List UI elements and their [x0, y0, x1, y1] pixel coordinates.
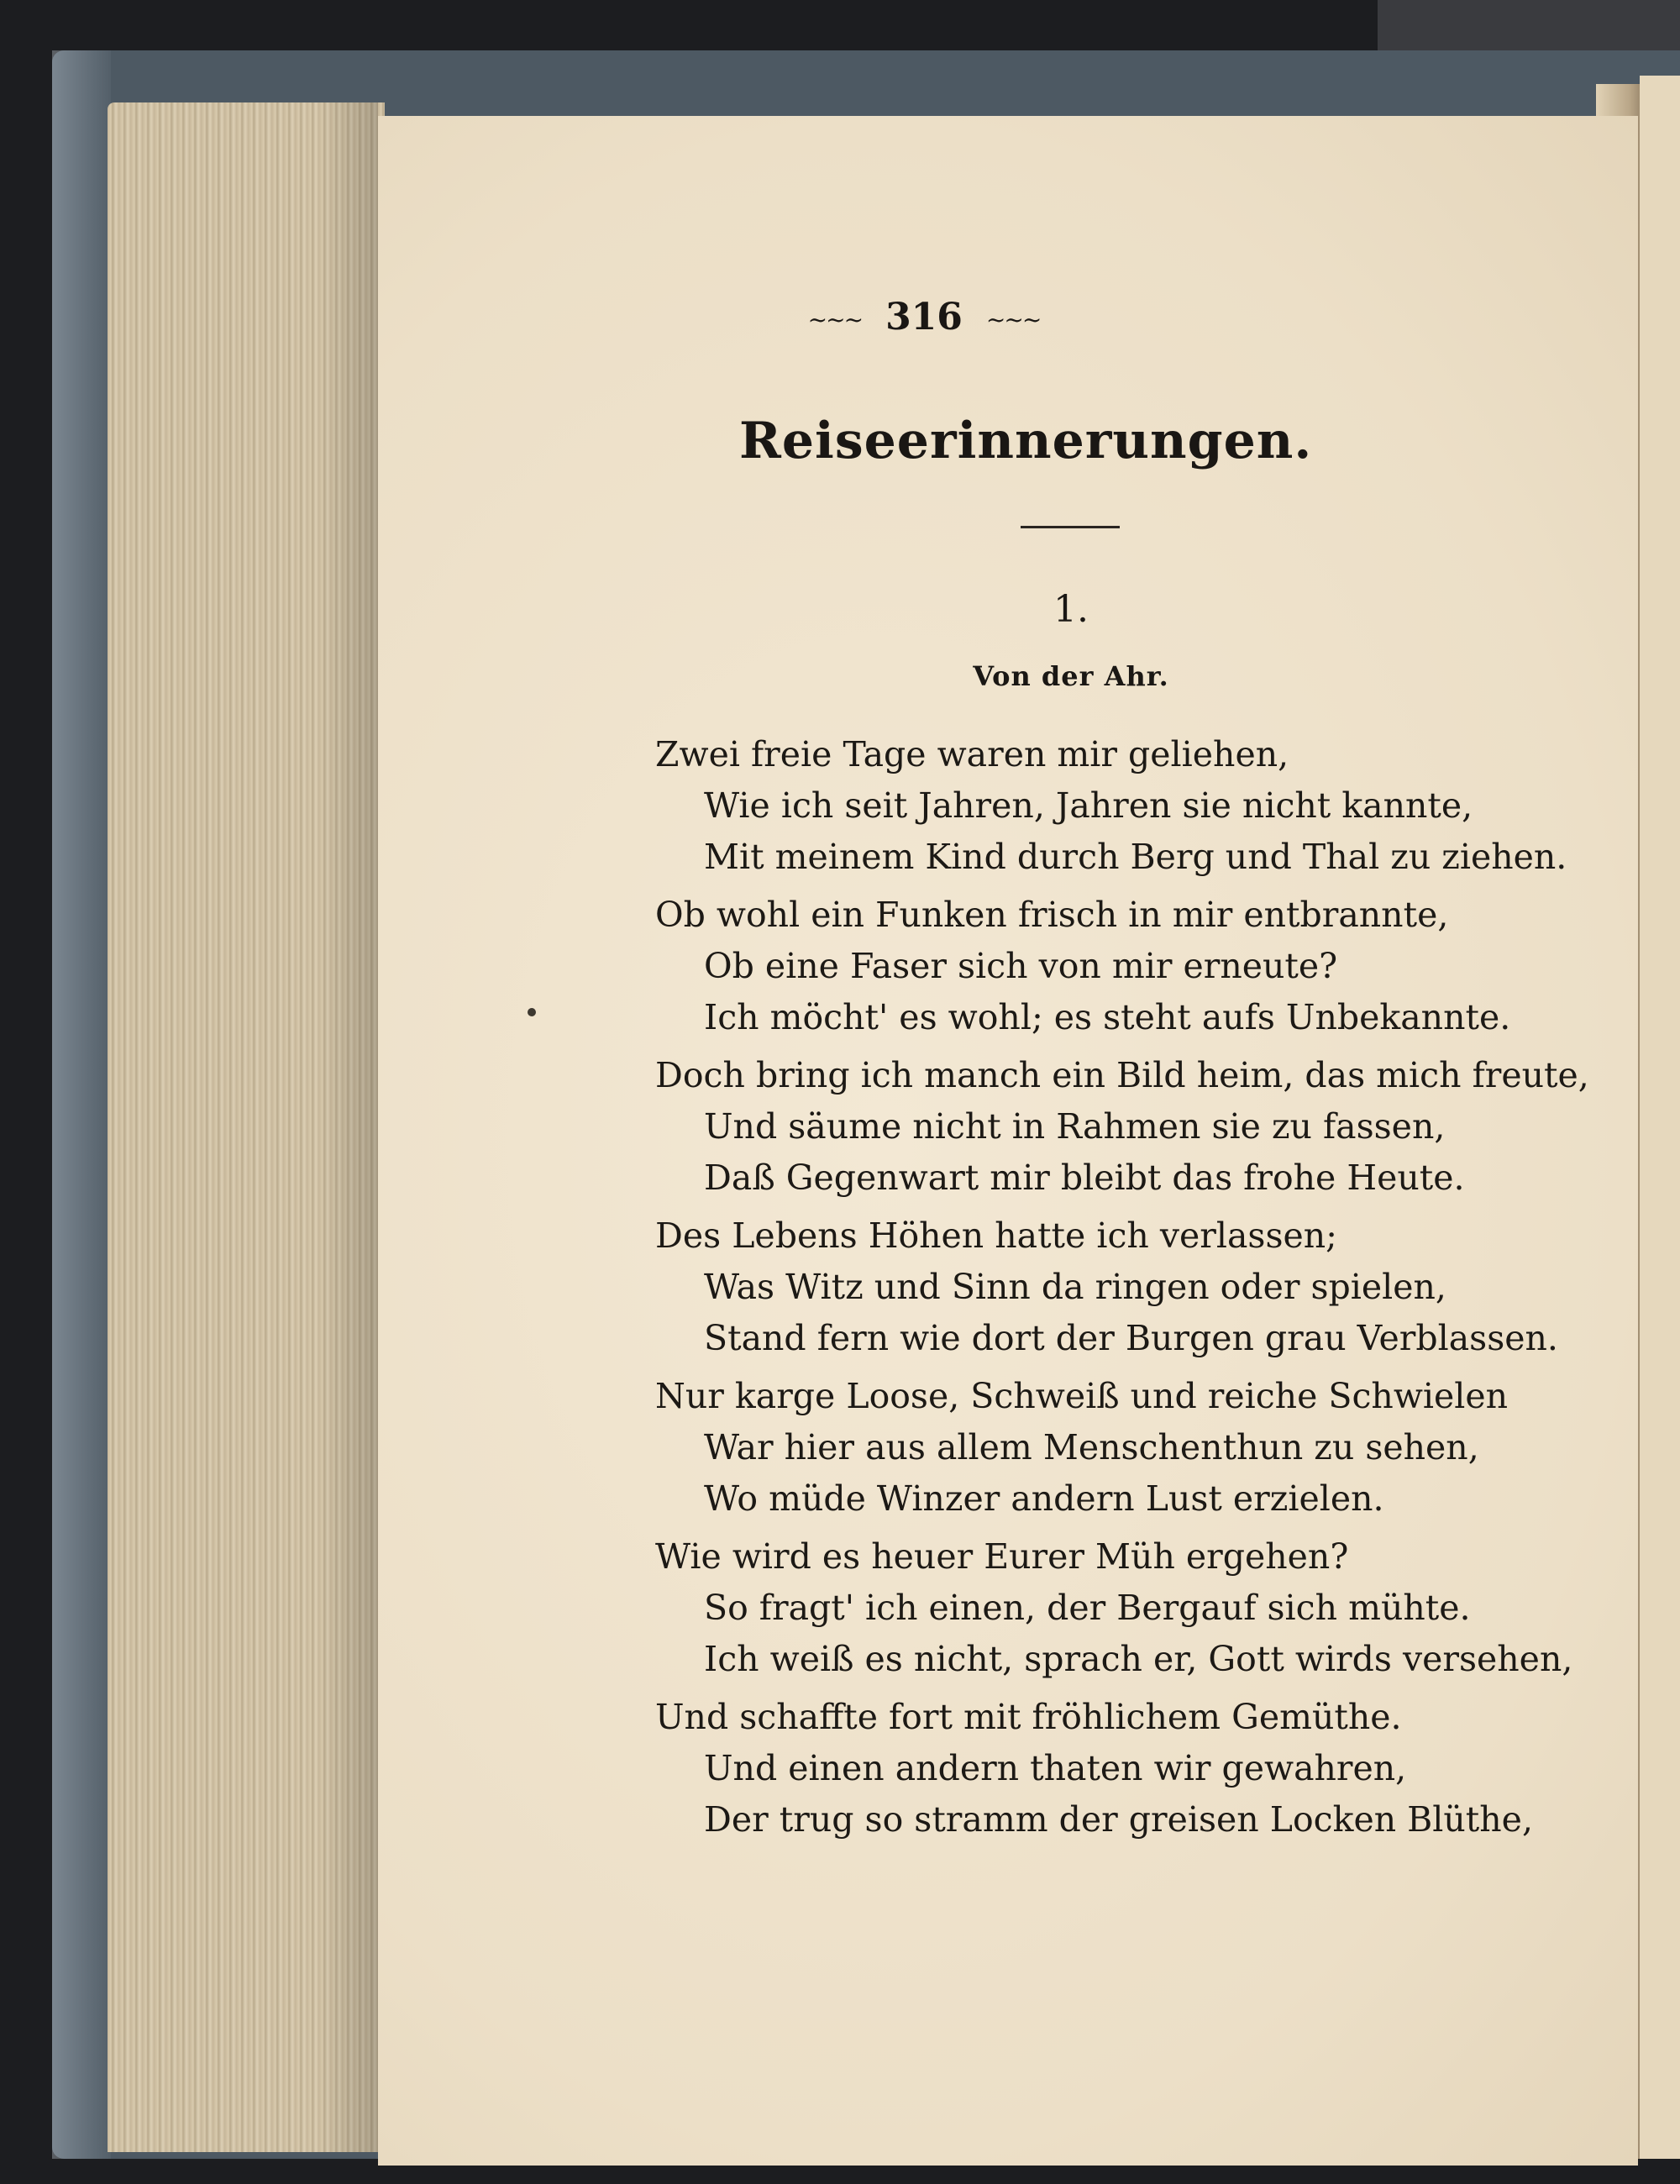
poem-line: Zwei freie Tage waren mir geliehen, [655, 734, 1289, 774]
page-header [756, 296, 1092, 339]
header-ornament-right: ~~~ [985, 306, 1041, 333]
poem-line: Ob eine Faser sich von mir erneute? [704, 946, 1338, 986]
poem-line: Was Witz und Sinn da ringen oder spielen, [704, 1267, 1446, 1307]
poem-title: Reiseerinnerungen. [739, 412, 1313, 470]
poem-line: Des Lebens Höhen hatte ich verlassen; [655, 1215, 1337, 1256]
poem-line: Wie wird es heuer Eurer Müh ergehen? [655, 1536, 1349, 1577]
plastic-wrap [52, 50, 111, 2159]
stanza [655, 1371, 1520, 1525]
poem-line: Nur karge Loose, Schweiß und reiche Schwielen [655, 1376, 1509, 1416]
poem-line: Wie ich seit Jahren, Jahren sie nicht kannte, [704, 785, 1473, 826]
poem-line: Und säume nicht in Rahmen sie zu fassen, [704, 1106, 1446, 1147]
section-title: Von der Ahr. [973, 660, 1169, 692]
poem-line: Daß Gegenwart mir bleibt das frohe Heute. [704, 1158, 1465, 1198]
stanza [655, 729, 1567, 883]
poem-line: Und schaffte fort mit fröhlichem Gemüthe. [655, 1697, 1402, 1737]
poem-line: Ich weiß es nicht, sprach er, Gott wirds versehen, [704, 1639, 1573, 1679]
poem-line: Ob wohl ein Funken frisch in mir entbrannte, [655, 895, 1449, 935]
poem-body [655, 729, 1589, 1852]
header-ornament-left: ~~~ [807, 306, 863, 333]
background-object [1378, 0, 1680, 50]
paper-speck [528, 1008, 536, 1016]
stanza [655, 1531, 1573, 1685]
poem-line: Mit meinem Kind durch Berg und Thal zu ziehen. [704, 837, 1567, 877]
facing-page-edge [1640, 76, 1680, 2159]
stanza [655, 890, 1520, 1043]
poem-line: So fragt' ich einen, der Bergauf sich mühte. [704, 1588, 1471, 1628]
stanza [655, 1050, 1589, 1204]
stanza [655, 1210, 1558, 1364]
poem-line: Ich möcht' es wohl; es steht aufs Unbekannte. [704, 997, 1511, 1037]
poem-line: Der trug so stramm der greisen Locken Blüthe, [704, 1799, 1533, 1840]
poem-line: Doch bring ich manch ein Bild heim, das mich freute, [655, 1055, 1589, 1095]
page-number: 316 [885, 296, 963, 339]
poem-line: War hier aus allem Menschenthun zu sehen, [704, 1427, 1479, 1467]
section-number: 1. [1053, 588, 1089, 631]
title-rule [1021, 526, 1120, 528]
poem-line: Wo müde Winzer andern Lust erzielen. [704, 1478, 1384, 1519]
poem-line: Stand fern wie dort der Burgen grau Verblassen. [704, 1318, 1558, 1358]
poem-line: Und einen andern thaten wir gewahren, [704, 1748, 1407, 1788]
page-edges-shadow [319, 102, 378, 2152]
stanza [655, 1692, 1533, 1845]
